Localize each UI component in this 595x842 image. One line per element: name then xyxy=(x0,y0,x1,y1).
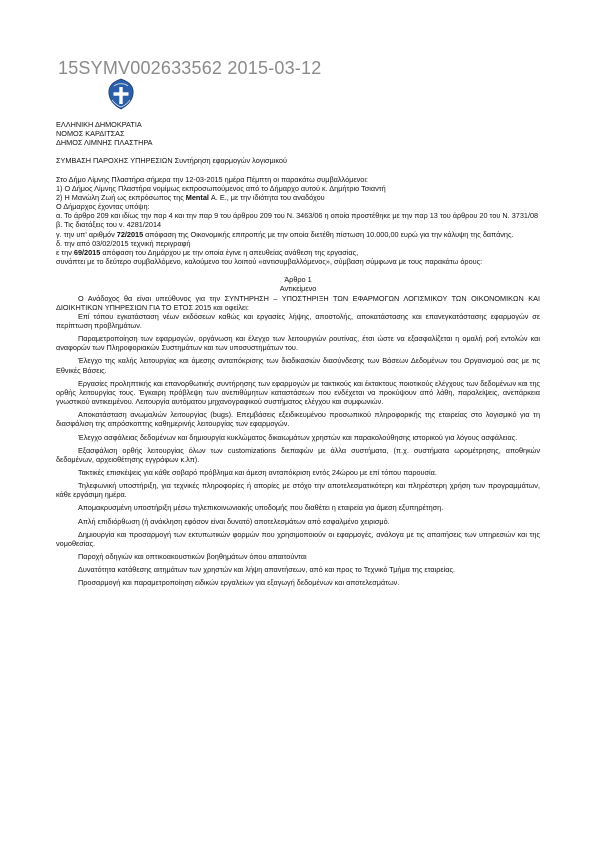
obligation-item: Απλή επιδιόρθωση (ή ανάκληση εφόσον είναι δυνατό) αποτελεσμάτων από εσφαλμένο χειρισμό. xyxy=(78,516,390,526)
obligation-item: Προσαρμογή και παραμετροποίηση ειδικών εργαλείων για εξαγωγή δεδομένων και αποτελεσμάτων. xyxy=(78,578,400,588)
obligation-item: Έλεγχο ασφάλειας δεδομένων και δημιουργία κυκλώματος δικαιωμάτων χρηστών και παρακολούθησης ιστορικού για λόγους ασφάλειας. xyxy=(78,432,518,442)
text-span: 2) Η Μανώλη Ζωή ως εκπρόσωπος της xyxy=(56,192,186,202)
obligation-item: Δημιουργία και προσαρμογή των εκτυπωτικών φορμών που χρησιμοποιούν οι εφαρμογές, ανάλογα με τις απαιτήσεις των υπηρεσιών και της νομοθεσίας. xyxy=(56,529,540,548)
obligation-item: Απομακρυσμένη υποστήριξη μέσω τηλεπικοινωνιακής υποδομής που διαθέτει η εταιρεία για άμεση εξυπηρέτηση. xyxy=(78,503,444,513)
contract-document xyxy=(56,120,540,588)
obligation-item: Εργασίες προληπτικής και επανορθωτικής συντήρησης των εφαρμογών με τακτικούς και έκτακτους ποιοτικούς ελέγχους των δεδομένων και της ορθής λειτουργίας τους. Έγκαιρη πρόβλεψη των ανεπιθύμητων καταστάσεων που ενδέχεται να προκύψουν από λάθη, παραλείψεις, ανεπάρκεια γνωστικού αντικειμένου. Λειτουργία αυτόματου μηχανογραφικού συστήματος ελέγχου και συμφωνιών. xyxy=(56,378,541,407)
decision-number: 69/2015 xyxy=(73,247,101,257)
obligation-item: Έλεγχο της καλής λειτουργίας και άμεσης ανταπόκρισης των διαδικασιών διασύνδεσης των Βάσεων Δεδομένων του Οργανισμού σας με τις Εθνικές Βάσεις. xyxy=(56,356,540,375)
text-span: απόφαση της Οικονομικής επιτροπής με την οποία διετέθη πίστωση 10.000,00 ευρώ για την κάλυψη της δαπάνης. xyxy=(143,229,514,239)
obligation-item: Επί τόπου εγκατάσταση νέων εκδόσεων καθώς και εργασίες λήψης, αποστολής, αποκατάστασης και επανεγκατάστασης εφαρμογών σε περίπτωση προβλημάτων. xyxy=(56,311,540,330)
header-line: ΕΛΛΗΝΙΚΗ ΔΗΜΟΚΡΑΤΙΑ xyxy=(56,120,142,129)
considerations-heading: Ο Δήμαρχος έχοντας υπόψη: xyxy=(56,202,150,212)
consideration-b: β. Τις διατάξεις του ν. 4281/2014 xyxy=(56,220,162,230)
company-name: Mental xyxy=(185,192,209,202)
article-title: Άρθρο 1 xyxy=(284,275,312,285)
obligation-item: Παροχή οδηγιών και οπτικοακουστικών βοηθημάτων όπου απαιτούνται xyxy=(78,552,307,562)
party-two xyxy=(56,193,540,202)
article-lead: Ο Ανάδοχος θα είναι υπεύθυνος για την ΣΥΝΤΗΡΗΣΗ – ΥΠΟΣΤΗΡΙΞΗ ΤΩΝ ΕΦΑΡΜΟΓΩΝ ΛΟΓΙΣΜΙΚΟΥ ΤΩΝ ΟΙΚΟΝΟΜΙΚΩΝ ΚΑΙ ΔΙΟΙΚΗΤΙΚΩΝ ΥΠΗΡΕΣΙΩΝ ΓΙΑ ΤΟ ΕΤΟΣ 2015 και οφείλει: xyxy=(56,293,540,312)
text-span: γ. την υπ' αριθμόν xyxy=(56,229,117,239)
obligation-item: Τηλεφωνική υποστήριξη, για τεχνικές πληροφορίες ή απορίες με στόχο την αποτελεσματικότερη και πληρέστερη χρήση των προγραμμάτων, κάθε εργάσιμη ημέρα. xyxy=(56,481,540,500)
contract-subject: ΣΥΜΒΑΣΗ ΠΑΡΟΧΗΣ ΥΠΗΡΕΣΙΩΝ Συντήρηση εφαρμογών λογισμικού xyxy=(56,156,287,166)
text-span: απόφαση του Δημάρχου με την οποία έγινε η απευθείας ανάθεση της εργασίας, xyxy=(100,247,359,257)
consideration-e xyxy=(56,248,540,257)
text-span: ε την xyxy=(56,247,74,257)
obligation-item: Εξασφάλιση ορθής λειτουργίας όλων των customizations διεπαφών με άλλα συστήματα, (π.χ. συστήματα ωρομέτρησης, αποθηκών δεδομένων, αρχειοθέτησης εγγράφων κ.λπ). xyxy=(56,445,540,464)
intro-paragraph: Στο Δήμο Λίμνης Πλαστήρα σήμερα την 12-03-2015 ημέρα Πέμπτη οι παρακάτω συμβαλλόμενοι: xyxy=(56,174,368,184)
text-span: Α. Ε., με την ιδιότητα του αναδόχου xyxy=(208,192,325,202)
obligation-item: Παραμετροποίηση των εφαρμογών, οργάνωση και έλεγχο των λειτουργιών ρουτίνας, έτσι ώστε να εξασφαλίζεται η ομαλή ροή εντολών και αναφορών των Πληροφοριακών Συστημάτων και των υποσυστημάτων του. xyxy=(56,334,540,353)
contract-clause: συνάπτει με το δεύτερο συμβαλλόμενο, καλούμενο του λοιπού «αντισυμβαλλόμενος», σύμβαση σύμφωνα με τους παρακάτω όρους: xyxy=(56,257,483,267)
consideration-d: δ. την από 03/02/2015 τεχνική περιγραφή xyxy=(56,238,191,248)
decision-number: 72/2015 xyxy=(116,229,144,239)
consideration-c xyxy=(56,230,540,239)
consideration-a: α. Το άρθρο 209 και ιδίως την παρ 4 και την παρ 9 του άρθρου 209 του Ν. 3463/06 η οποία προστέθηκε με την παρ 13 του άρθρου 20 του Ν. 3731/08 xyxy=(56,211,539,221)
header-line: ΝΟΜΟΣ ΚΑΡΔΙΤΣΑΣ xyxy=(56,129,125,139)
greek-coat-of-arms-icon xyxy=(105,78,137,110)
obligation-item: Τακτικές επισκέψεις για κάθε σοβαρό πρόβλημα και άμεση ανταπόκριση εντός 24ώρου με επί τόπου παρουσία. xyxy=(78,468,437,477)
header-line: ΔΗΜΟΣ ΛΙΜΝΗΣ ΠΛΑΣΤΗΡΑ xyxy=(56,138,153,148)
party-one: 1) Ο Δήμος Λίμνης Πλαστήρα νομίμως εκπροσωπούμενος από το Δήμαρχο αυτού κ. Δημήτριο Τσιαντή xyxy=(56,183,386,193)
obligation-item: Αποκατάσταση ανωμαλιών λειτουργίας (bugs). Επεμβάσεις εξειδικευμένου προσωπικού πληροφορικής της εταιρείας στο λογισμικό για τη διασφάλιση της απρόσκοπτης καθημερινής λειτουργίας των εφαρμογών. xyxy=(56,410,540,429)
document-id-watermark: 15SYMV002633562 2015-03-12 xyxy=(58,58,322,78)
article-subtitle: Αντικείμενο xyxy=(279,284,317,294)
obligation-item: Δυνατότητα κατάθεσης αιτημάτων των χρηστών και λήψη απαντήσεων, από και προς το Τεχνικό Τμήμα της εταιρείας. xyxy=(78,565,456,575)
